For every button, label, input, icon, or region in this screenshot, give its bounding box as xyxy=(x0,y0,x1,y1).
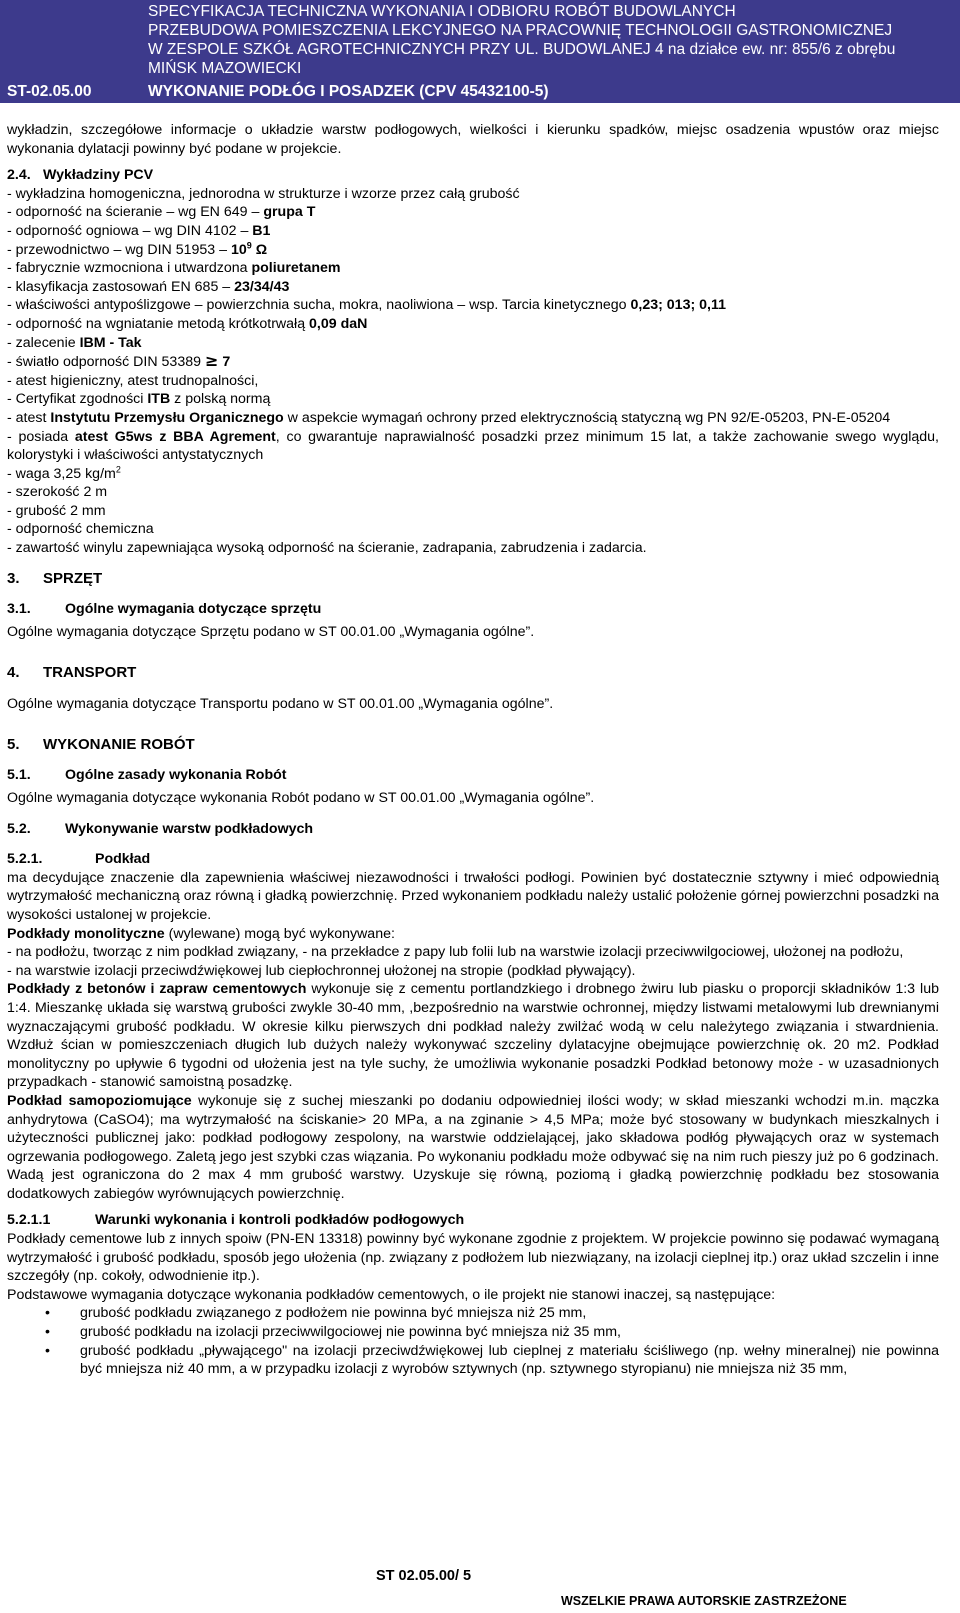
list-item: - wykładzina homogeniczna, jednorodna w strukturze i wzorze przez całą grubość xyxy=(7,185,520,202)
bullet-icon: • xyxy=(45,1324,50,1341)
heading-5 xyxy=(7,736,939,755)
list-item: - odporność na ścieranie – wg EN 649 – grupa T xyxy=(7,204,316,221)
heading-3 xyxy=(7,570,939,589)
list-item: - zalecenie IBM - Tak xyxy=(7,334,142,351)
heading-title: Ogólne zasady wykonania Robót xyxy=(65,767,287,784)
list-item: - właściwości antypoślizgowe – powierzchnia sucha, mokra, naoliwiona – wsp. Tarcia kinetycznego 0,23; 013; 0,11 xyxy=(7,297,726,314)
paragraph: Podkłady cementowe lub z innych spoiw (PN-EN 13318) powinny być wykonane zgodnie z projektem. W projekcie powinno się podawać wymaganą wytrzymałość i grubość podkładu, sposób jego ułożenia (np. związany z podłożem lub niezwiązany, na izolacji cieplnej itp.) oraz układ szczelin i inne szczegóły (np. cokoły, odwodnienie itp.). xyxy=(7,1231,939,1285)
paragraph: - na warstwie izolacji przeciwdźwiękowej lub ciepłochronnej ułożonej na stropie (podkład pływający). xyxy=(7,962,636,979)
heading-5-1 xyxy=(7,766,939,785)
heading-title: WYKONANIE ROBÓT xyxy=(43,735,195,753)
copyright-notice: WSZELKIE PRAWA AUTORSKIE ZASTRZEŻONE xyxy=(561,1594,847,1608)
header-line-4: MIŃSK MAZOWIECKI xyxy=(148,60,302,77)
heading-title: Wykonywanie warstw podkładowych xyxy=(65,820,314,837)
list-item: - odporność na wgniatanie metodą krótkotrwałą 0,09 daN xyxy=(7,315,368,332)
heading-number: 5.2. xyxy=(7,820,31,837)
heading-4 xyxy=(7,664,939,683)
header-line-1: SPECYFIKACJA TECHNICZNA WYKONANIA I ODBIORU ROBÓT BUDOWLANYCH xyxy=(148,3,736,20)
list-item: - klasyfikacja zastosowań EN 685 – 23/34/43 xyxy=(7,278,290,295)
list-item: - atest Instytutu Przemysłu Organicznego w aspekcie wymagań ochrony przed elektrycznością statyczną wg PN 92/E-05203, PN-E-05204 xyxy=(7,409,891,426)
heading-number: 4. xyxy=(7,664,20,682)
header-line-2: PRZEBUDOWA POMIESZCZENIA LEKCYJNEGO NA PRACOWNIĘ TECHNOLOGII GASTRONOMICZNEJ xyxy=(148,22,893,39)
document-header xyxy=(0,0,960,103)
list-item: - światło odporność DIN 53389 ≥ 7 xyxy=(7,351,231,371)
list-item: - grubość 2 mm xyxy=(7,502,106,519)
paragraph: - na podłożu, tworząc z nim podkład związany, - na przekładce z papy lub folii lub na warstwie izolacji przeciwwilgociowej, ułożonej na podłożu, xyxy=(7,944,904,961)
list-item: - zawartość winylu zapewniająca wysoką odporność na ścieranie, zadrapania, zabrudzenia i zadarcia. xyxy=(7,540,647,557)
heading-title: TRANSPORT xyxy=(43,664,137,682)
list-item: - posiada atest G5ws z BBA Agrement, co gwarantuje naprawialność posadzki przez minimum 15 lat, a także zachowanie swego wyglądu, kolorystyki i właściwości antystatycznych xyxy=(7,428,939,464)
paragraph: ma decydujące znaczenie dla zapewnienia właściwej niezawodności i trwałości podłogi. Powinien być dostatecznie sztywny i mieć odpowiednią wytrzymałość mechaniczną oraz równą i gładką powierzchnię. Przed wykonaniem podkładu należy ustalić położenie górnej powierzchni posadzki na wysokości ustalonej w projekcie. xyxy=(7,869,939,923)
list-item: - szerokość 2 m xyxy=(7,484,108,501)
list-item: - waga 3,25 $kg/m^2$ xyxy=(7,463,121,482)
paragraph: Ogólne wymagania dotyczące wykonania Robót podano w ST 00.01.00 „Wymagania ogólne”. xyxy=(7,790,595,806)
heading-3-1 xyxy=(7,600,939,619)
heading-5-2-1 xyxy=(7,850,939,869)
list-item: • grubość podkładu związanego z podłożem nie powinna być mniejsza niż 25 mm, xyxy=(45,1305,587,1322)
list-item: - odporność chemiczna xyxy=(7,521,154,538)
heading-number: 5.2.1. xyxy=(7,851,43,868)
paragraph: Podkład samopoziomujące wykonuje się z suchej mieszanki po dodaniu odpowiedniej ilości wody; w skład mieszanki wchodzi m.in. mączka anhydrytowa (CaSO4); ma wytrzymałość na ściskanie> 20 MPa, a na zginanie > 4,5 MPa; może być stosowany w budynkach mieszkalnych i użyteczności publicznej jako: podkład podłogowy zespolony, na warstwie oddzielającej, jako składowa podłóg pływających oraz w systemach ogrzewania podłogowego. Zaletą jego jest szybki czas wiązania. Po wykonaniu podkładu może odbywać się na nim ruch pieszy już po 6 godzinach. Wadą jest ograniczona do 2 max 4 mm grubość warstwy. Uzyskuje się równą, poziomą i gładką powierzchnię podkładu bez stosowania dodatkowych zabiegów wyrównujących powierzchnię. xyxy=(7,1092,939,1202)
list-item: • grubość podkładu „pływającego" na izolacji przeciwdźwiękowej lub cieplnej z materiału ściśliwego (np. wełny mineralnej) nie powinna być mniejsza niż 40 mm, a w przypadku izolacji z wyrobów sztywnych (np. sztywnego styropianu) nie mniejsza niż 35 mm, xyxy=(45,1342,939,1378)
heading-number: 5.1. xyxy=(7,767,31,784)
paragraph: Podkłady monolityczne (wylewane) mogą być wykonywane: xyxy=(7,925,395,942)
list-item: - odporność ogniowa – wg DIN 4102 – B1 xyxy=(7,222,271,239)
paragraph: Ogólne wymagania dotyczące Sprzętu podano w ST 00.01.00 „Wymagania ogólne”. xyxy=(7,623,535,640)
page-number: ST 02.05.00/ 5 xyxy=(376,1568,472,1584)
heading-number: 3. xyxy=(7,569,20,587)
heading-number: 3.1. xyxy=(7,601,31,618)
list-item: - Certyfikat zgodności ITB z polską normą xyxy=(7,391,271,408)
paragraph: Ogólne wymagania dotyczące Transportu podano w ST 00.01.00 „Wymagania ogólne”. xyxy=(7,695,554,712)
list-item: - atest higieniczny, atest trudnopalności, xyxy=(7,372,259,389)
heading-title: Ogólne wymagania dotyczące sprzętu xyxy=(65,601,322,618)
list-item: • grubość podkładu na izolacji przeciwwilgociowej nie powinna być mniejsza niż 35 mm, xyxy=(45,1324,621,1341)
bullet-icon: • xyxy=(45,1342,50,1359)
heading-title: Podkład xyxy=(95,851,151,868)
pvc-properties-list xyxy=(7,185,939,558)
heading-2-4 xyxy=(7,166,939,185)
paragraph: Podkłady z betonów i zapraw cementowych wykonuje się z cementu portlandzkiego i drobnego żwiru lub piasku o proporcji składników 1:3 lub 1:4. Mieszankę układa się warstwą grubości zwykle 30-40 mm, ,bezpośrednio na warstwie ochronnej, między listwami metalowymi lub drewnianymi wyznaczającymi grubość podkładu. W okresie kilku pierwszych dni podkład należy zwilżać wodą w celu należytego związania i stwardnienia. Wzdłuż ścian w pomieszczeniach długich lub dużych należy wykonywać szczeliny dylatacyjne obejmujące powierzchnię ok. 20 m2. Podkład monolityczny po upływie 6 tygodni od ułożenia jest na tyle suchy, że umożliwia wykonanie posadzki Podkład betonowy może - w uzasadnionych przypadkach - stanowić samoistną posadzkę. xyxy=(7,981,939,1091)
heading-number: 5. xyxy=(7,735,20,753)
requirements-list xyxy=(7,1304,939,1378)
heading-number: 2.4. xyxy=(7,167,31,184)
list-item: - fabrycznie wzmocniona i utwardzona poliuretanem xyxy=(7,260,341,277)
spec-code: ST-02.05.00 xyxy=(7,83,92,100)
list-item: - przewodnictwo – wg DIN $51953 - 10^9$ Ω xyxy=(7,239,268,258)
intro-paragraph: wykładzin, szczegółowe informacje o układzie warstw podłogowych, wielkości i kierunku spadków, miejsc osadzenia wpustów oraz miejsc wykonania dylatacji powinny być podane w projekcie. xyxy=(7,122,939,157)
heading-title: SPRZĘT xyxy=(43,569,103,587)
heading-5-2 xyxy=(7,820,939,839)
paragraph: Podstawowe wymagania dotyczące wykonania podkładów cementowych, o ile projekt nie stanowi inaczej, są następujące: xyxy=(7,1286,776,1303)
heading-title: Warunki wykonania i kontroli podkładów podłogowych xyxy=(95,1212,465,1229)
heading-5-2-1-1 xyxy=(7,1211,939,1230)
heading-title: Wykładziny PCV xyxy=(43,167,154,184)
section-title: WYKONANIE PODŁÓG I POSADZEK (CPV 45432100-5) xyxy=(148,83,549,100)
heading-number: 5.2.1.1 xyxy=(7,1212,51,1229)
bullet-icon: • xyxy=(45,1305,50,1322)
document-body xyxy=(7,121,939,1379)
header-line-3: W ZESPOLE SZKÓŁ AGROTECHNICZNYCH PRZY UL. BUDOWLANEJ 4 na działce ew. nr: 855/6 z obrębu xyxy=(148,41,896,58)
